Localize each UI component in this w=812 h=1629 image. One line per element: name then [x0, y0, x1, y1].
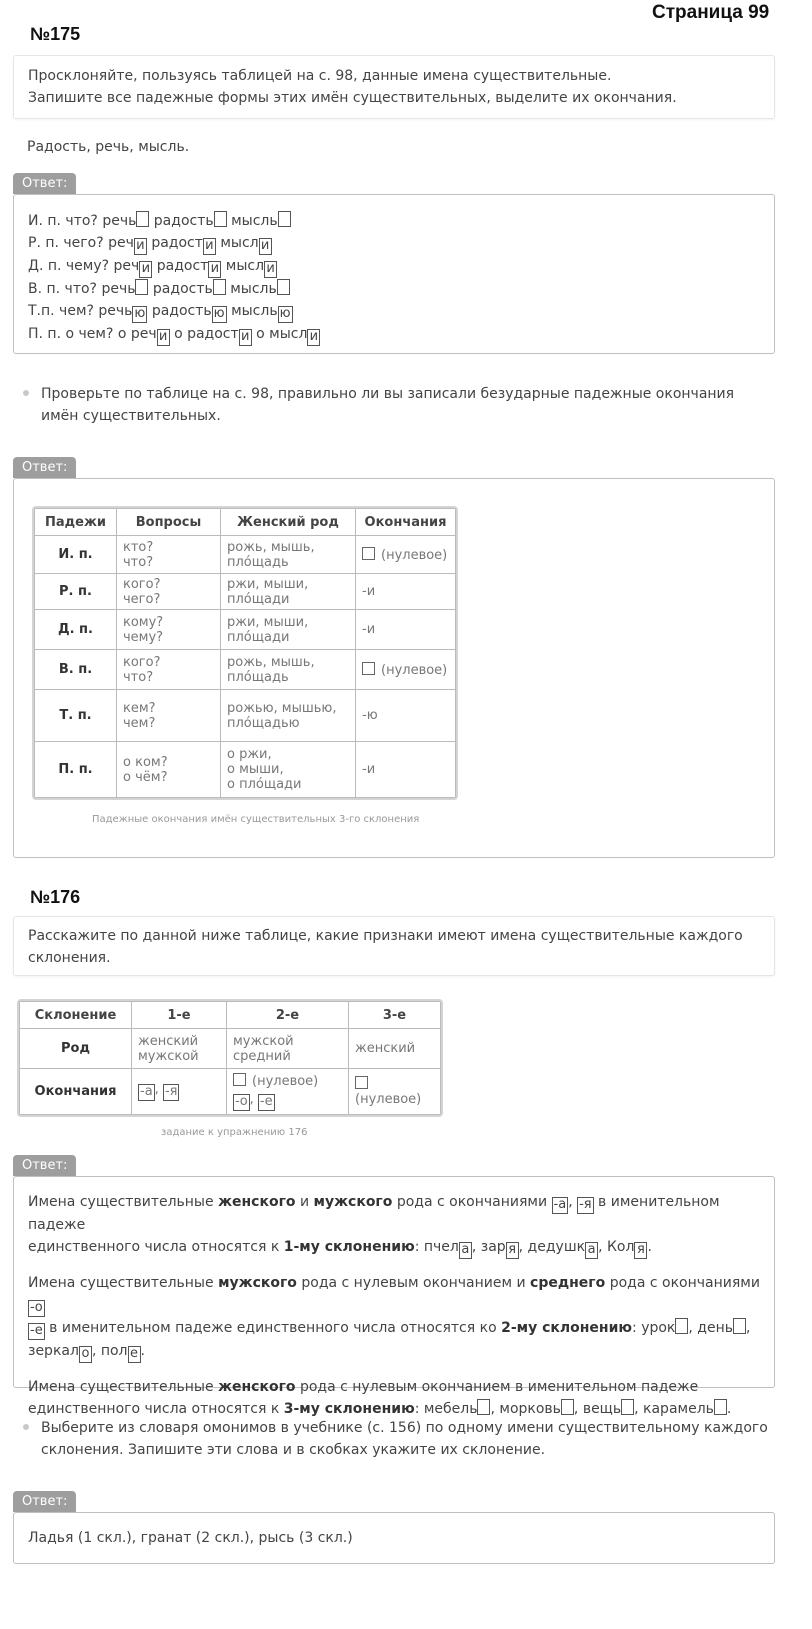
ending-box: -о [235, 1093, 248, 1109]
cases-table [34, 508, 456, 798]
answer-box [13, 478, 775, 858]
bullet-text [41, 1417, 768, 1461]
page-title: Страница 99 [652, 2, 770, 23]
table-caption: Падежные окончания имён существительных 3-го склонения [92, 814, 420, 825]
word-stem: мысль [231, 303, 278, 319]
table-header: Вопросы [117, 509, 221, 536]
bullet-text [41, 383, 734, 427]
zero-ending-icon [233, 1073, 246, 1086]
zero-ending-icon [355, 1076, 368, 1089]
ending-box: и [239, 329, 252, 346]
bullet-line: имён существительных. [41, 408, 221, 424]
cases-table-frame [32, 506, 458, 800]
answer-paragraph: Имена существительные женского и мужского рода с окончаниями -а , -я в именительном падеже единственного числа относятся к 1-му склонению: пчел а , зар я , дедушк а , Кол я . [28, 1194, 720, 1257]
table-cell: рожью, мышью, плóщадью [221, 690, 356, 742]
exercise-176-number: №176 [30, 887, 81, 907]
word-stem: речь [98, 303, 133, 319]
word-stem: радост [151, 235, 203, 251]
ending-box: а [459, 1242, 472, 1259]
exercise-176-task [13, 916, 775, 976]
case-question: Р. п. чего? [28, 235, 104, 251]
word-stem: реч [108, 235, 134, 251]
bullet-icon [23, 390, 29, 396]
ending-box: -е [259, 1093, 273, 1109]
exercise-175-number: №175 [30, 24, 81, 44]
zero-ending-box [278, 211, 291, 227]
bullet-line: склонения. Запишите эти слова и в скобках укажите их склонение. [41, 1442, 546, 1458]
word-stem: мысль [230, 281, 277, 297]
table-cell: о ком? о чём? [117, 742, 221, 798]
zero-ending-box [214, 211, 227, 227]
zero-ending-box [477, 1399, 490, 1415]
exercise-175-task [13, 55, 775, 119]
table-cell: (нулевое) [356, 536, 456, 574]
ending-box: -я [164, 1084, 178, 1099]
table-cell: женский [349, 1029, 441, 1069]
zero-ending-box [621, 1399, 634, 1415]
row-label: Род [20, 1029, 132, 1069]
table-header: 3-е [349, 1002, 441, 1029]
answer-box [13, 1512, 775, 1564]
case-label: Т. п. [35, 690, 117, 742]
ending-box: я [506, 1242, 519, 1259]
table-cell: (нулевое) [356, 650, 456, 690]
table-cell: -а , -я [132, 1069, 227, 1115]
table-cell: кто? что? [117, 536, 221, 574]
declension-line [28, 323, 320, 346]
declension-table [19, 1001, 441, 1115]
zero-ending-box [277, 279, 290, 295]
ending-box: а [585, 1242, 598, 1259]
table-row [35, 742, 456, 798]
table-header: Склонение [20, 1002, 132, 1029]
word-stem: радость [153, 213, 214, 229]
case-label: И. п. [35, 536, 117, 574]
ending-box: о [79, 1346, 92, 1363]
ending-box: и [134, 238, 147, 255]
case-label: В. п. [35, 650, 117, 690]
ending-box: ю [134, 306, 146, 321]
answer-text: Ладья (1 скл.), гранат (2 скл.), рысь (3 скл.) [28, 1530, 353, 1546]
declension-line [28, 232, 320, 255]
word-stem: о реч [117, 326, 157, 342]
table-cell: о ржи, о мыши, о плóщади [221, 742, 356, 798]
answer-box [13, 1176, 775, 1417]
ending-box: -а [140, 1084, 153, 1099]
word-stem: о радост [174, 326, 239, 342]
table-cell: кого? чего? [117, 574, 221, 610]
ending-box: -а [553, 1197, 567, 1212]
ending-box: -я [579, 1197, 592, 1212]
ending-box: и [264, 261, 277, 278]
bullet-icon [23, 1424, 29, 1430]
ending-box: ю [213, 306, 225, 321]
table-row [20, 1029, 441, 1069]
zero-ending-box [213, 279, 226, 295]
zero-ending-box [136, 211, 149, 227]
zero-ending-box [135, 279, 148, 295]
table-cell: ржи, мыши, плóщади [221, 574, 356, 610]
answer-label: Ответ: [13, 457, 76, 478]
case-question: П. п. о чем? [28, 326, 114, 342]
zero-ending-box [675, 1318, 688, 1334]
row-label: Окончания [20, 1069, 132, 1115]
table-cell: мужской средний [227, 1029, 349, 1069]
word-stem: радость [152, 281, 213, 297]
word-stem: мысль [231, 213, 278, 229]
word-stem: мысл [225, 258, 265, 274]
answer-label: Ответ: [13, 173, 76, 194]
table-cell: кем? чем? [117, 690, 221, 742]
word-stem: речь [101, 281, 136, 297]
ending-box: и [139, 261, 152, 278]
declension-line [28, 255, 320, 278]
ending-box: я [634, 1242, 647, 1259]
table-header: Падежи [35, 509, 117, 536]
word-stem: реч [113, 258, 140, 274]
word-stem: радост [156, 258, 209, 274]
declension-line [28, 210, 320, 232]
bullet-line: Проверьте по таблице на с. 98, правильно ли вы записали безударные падежные окончания [41, 386, 735, 402]
declension-lines [28, 210, 320, 346]
table-row [35, 610, 456, 650]
ending-box: -е [30, 1323, 43, 1338]
case-question: Т.п. чем? [28, 303, 94, 319]
table-header: 2-е [227, 1002, 349, 1029]
table-row [35, 574, 456, 610]
table-cell: кому? чему? [117, 610, 221, 650]
ending-box: е [128, 1346, 141, 1363]
table-cell: рожь, мышь, плóщадь [221, 650, 356, 690]
answer-label: Ответ: [13, 1491, 76, 1512]
declension-table-frame [17, 999, 443, 1117]
word-stem: мысл [220, 235, 259, 251]
case-label: П. п. [35, 742, 117, 798]
table-cell: рожь, мышь, плóщадь [221, 536, 356, 574]
table-cell: -и [356, 574, 456, 610]
declension-line [28, 278, 320, 300]
answer-label: Ответ: [13, 1155, 76, 1176]
zero-ending-box [714, 1399, 727, 1415]
table-caption: задание к упражнению 176 [161, 1127, 308, 1138]
ending-box: -о [30, 1300, 43, 1315]
case-label: Д. п. [35, 610, 117, 650]
answer-paragraph: Имена существительные женского рода с нулевым окончанием в именительном падеже единственного числа относятся к 3-му склонению: мебель , морковь , вещь , карамель . [28, 1379, 732, 1417]
table-header: Окончания [356, 509, 456, 536]
ending-box: и [307, 329, 320, 346]
task-line: Запишите все падежные формы этих имён существительных, выделите их окончания. [28, 90, 677, 106]
table-cell: женский мужской [132, 1029, 227, 1069]
table-cell: ржи, мыши, плóщади [221, 610, 356, 650]
task-line: Расскажите по данной ниже таблице, какие признаки имеют имена существительные каждого [28, 928, 743, 944]
zero-ending-icon [362, 662, 375, 675]
case-question: Д. п. чему? [28, 258, 110, 274]
table-row [35, 536, 456, 574]
exercise-175-words: Радость, речь, мысль. [27, 139, 190, 155]
bullet-line: Выберите из словаря омонимов в учебнике (с. 156) по одному имени существительному каждого [41, 1420, 768, 1436]
ending-box: и [259, 238, 272, 255]
task-line: Просклоняйте, пользуясь таблицей на с. 98, данные имена существительные. [28, 68, 612, 84]
ending-box: и [157, 329, 170, 346]
zero-ending-box [733, 1318, 746, 1334]
table-cell: -и [356, 610, 456, 650]
case-label: Р. п. [35, 574, 117, 610]
ending-box: и [203, 238, 216, 255]
table-cell: (нулевое) -о , -е [227, 1069, 349, 1115]
ending-box: и [208, 261, 221, 278]
answer-paragraph: Имена существительные мужского рода с нулевым окончанием и среднего рода с окончаниями -о -е в именительном падеже единственного числа относятся ко 2-му склонению: урок , день , зеркал о , пол е . [28, 1275, 760, 1361]
case-question: В. п. что? [28, 281, 97, 297]
word-stem: речь [102, 213, 137, 229]
table-header: Женский род [221, 509, 356, 536]
answer-box [13, 194, 775, 354]
table-cell: -и [356, 742, 456, 798]
declension-line [28, 300, 320, 323]
word-stem: радость [151, 303, 212, 319]
table-row [20, 1069, 441, 1115]
zero-ending-icon [362, 547, 375, 560]
case-question: И. п. что? [28, 213, 98, 229]
task-line: склонения. [28, 950, 111, 966]
table-header: 1-е [132, 1002, 227, 1029]
table-cell: (нулевое) [349, 1069, 441, 1115]
table-cell: кого? что? [117, 650, 221, 690]
zero-ending-box [561, 1399, 574, 1415]
table-cell: -ю [356, 690, 456, 742]
word-stem: о мысл [256, 326, 308, 342]
table-row [35, 690, 456, 742]
ending-box: ю [279, 306, 291, 321]
table-row [35, 650, 456, 690]
